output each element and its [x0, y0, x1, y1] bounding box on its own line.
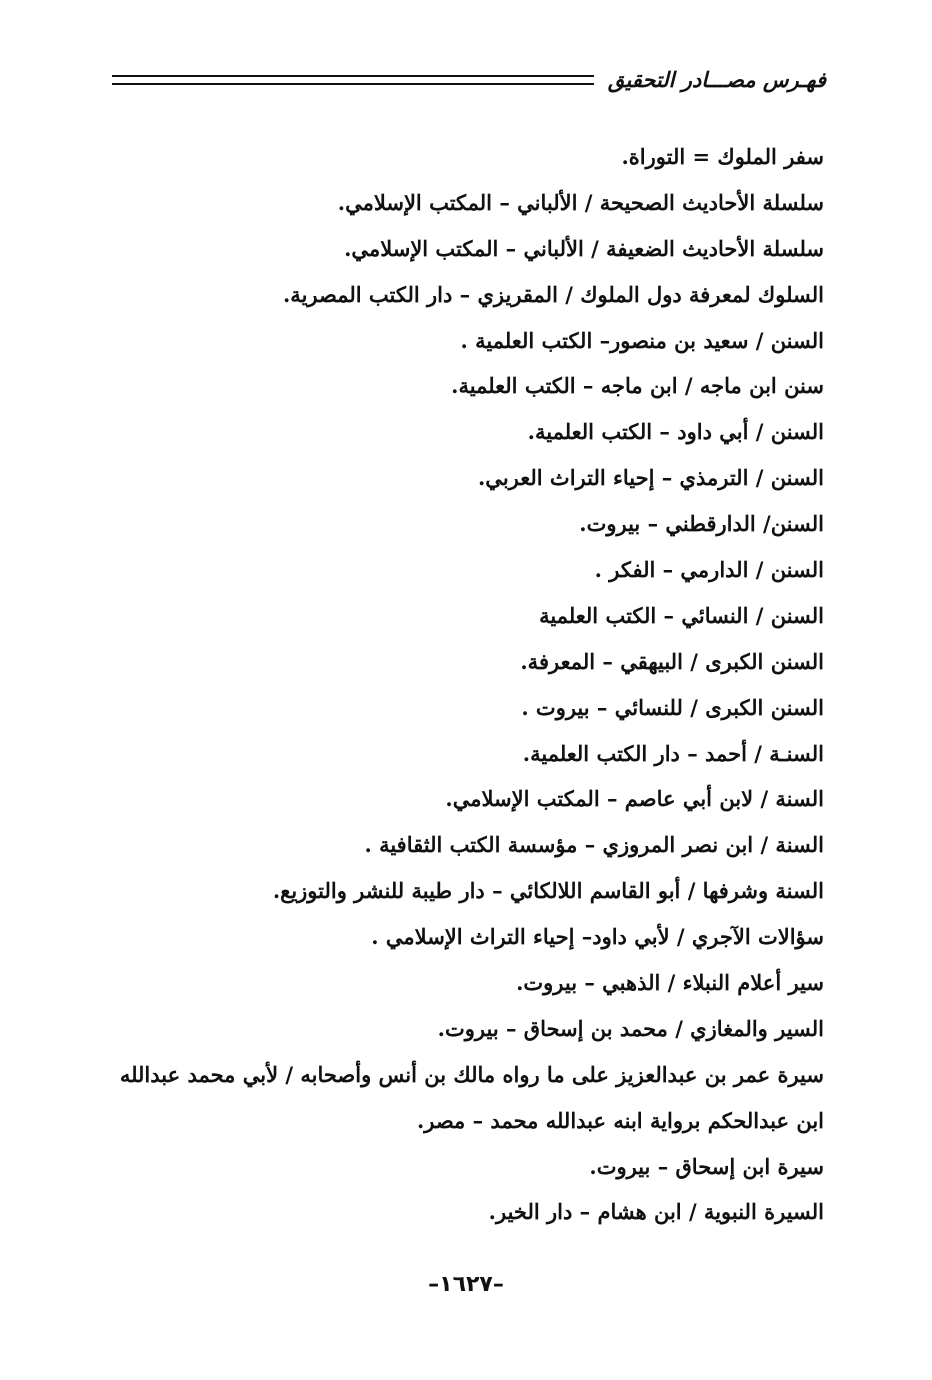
bibliography-entry: السنـة / أحمد – دار الكتب العلمية. [522, 740, 824, 766]
header-title: فهـرس مصـــادر التحقيق [607, 68, 826, 92]
page-number: –١٦٢٧– [428, 1272, 504, 1297]
bibliography-entry: السنة / لابن أبي عاصم – المكتب الإسلامي. [445, 786, 824, 812]
bibliography-entry: سيرة ابن إسحاق – بيروت. [589, 1153, 824, 1179]
bibliography-entry-continuation: ابن عبدالحكم برواية ابنه عبدالله محمد – مصر. [416, 1107, 824, 1133]
bibliography-entry: السنن الكبرى / البيهقي – المعرفة. [520, 648, 824, 674]
header-double-rule [112, 75, 594, 85]
bibliography-entry: السنن / الدارمي – الفكر . [594, 557, 824, 583]
bibliography-entry: السنن الكبرى / للنسائي – بيروت . [521, 694, 824, 720]
bibliography-entry: السنن / سعيد بن منصور– الكتب العلمية . [460, 327, 824, 353]
bibliography-entry: السنن / أبي داود – الكتب العلمية. [527, 419, 824, 445]
running-header [112, 62, 826, 98]
bibliography-entry: السنن/ الدارقطني – بيروت. [579, 511, 824, 537]
bibliography-entry: السلوك لمعرفة دول الملوك / المقريزي – دار الكتب المصرية. [283, 281, 824, 307]
bibliography-list [104, 134, 824, 1235]
bibliography-entry: سلسلة الأحاديث الصحيحة / الألباني – المكتب الإسلامي. [337, 189, 824, 215]
bibliography-entry: سؤالات الآجري / لأبي داود– إحياء التراث الإسلامي . [371, 924, 824, 950]
bibliography-entry: السنة / ابن نصر المروزي – مؤسسة الكتب الثقافية . [364, 832, 824, 858]
bibliography-entry: السنة وشرفها / أبو القاسم اللالكائي – دار طيبة للنشر والتوزيع. [272, 878, 824, 904]
bibliography-entry: سلسلة الأحاديث الضعيفة / الألباني – المكتب الإسلامي. [344, 235, 824, 261]
bibliography-entry: سير أعلام النبلاء / الذهبي – بيروت. [516, 970, 824, 996]
bibliography-entry: سنن ابن ماجه / ابن ماجه – الكتب العلمية. [451, 373, 824, 399]
bibliography-entry: السنن / الترمذي – إحياء التراث العربي. [478, 465, 824, 491]
bibliography-entry: السير والمغازي / محمد بن إسحاق – بيروت. [437, 1015, 824, 1041]
bibliography-entry: السيرة النبوية / ابن هشام – دار الخير. [488, 1199, 824, 1225]
bibliography-entry: سفر الملوك = التوراة. [621, 144, 824, 169]
bibliography-entry: السنن / النسائي – الكتب العلمية [539, 602, 824, 628]
bibliography-entry: سيرة عمر بن عبدالعزيز على ما رواه مالك بن أنس وأصحابه / لأبي محمد عبدالله [119, 1061, 824, 1087]
